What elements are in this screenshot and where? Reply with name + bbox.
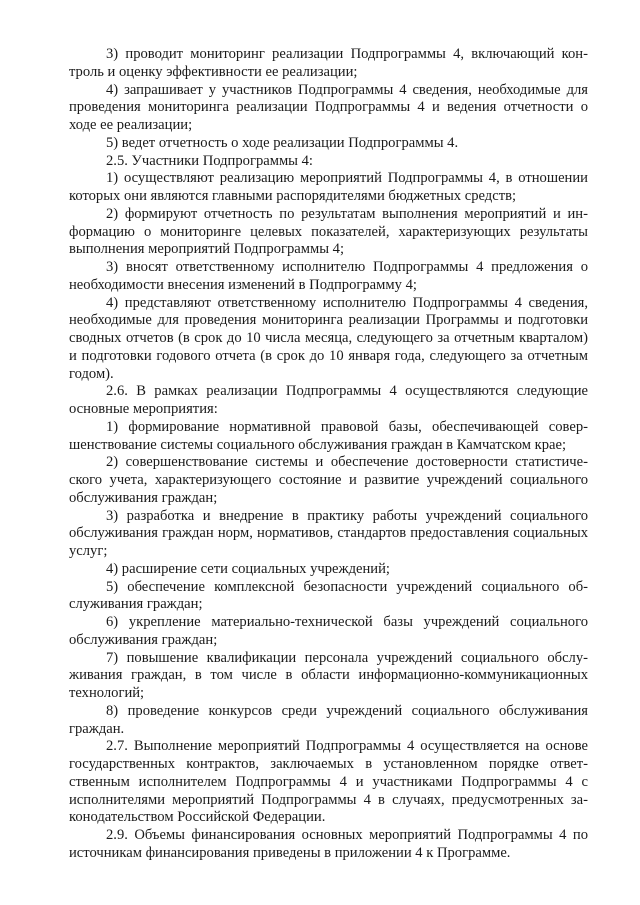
section-2-7: 2.7. Выполнение мероприятий Подпрограммы 4 осуществляется на основе государственных контрактов, заключаемых в установленном порядке ответственным исполнителем Подпрограммы 4 и участниками Подпрограммы 4 с исполнителями мероприятий Подпрограммы 4 в случаях, предусмотренных законодательством Российской Федерации.	[69, 738, 588, 826]
document-body	[69, 46, 588, 863]
paragraph: 7) повышение квалификации персонала учреждений социального обслуживания граждан, в том числе в области информационно-коммуникационных технологий;	[69, 649, 588, 701]
paragraph: 2) совершенствование системы и обеспечение достоверности статистического учета, характеризующего состояние и развитие учреждений социального обслуживания граждан;	[69, 454, 588, 506]
paragraph: 1) осуществляют реализацию мероприятий Подпрограммы 4, в отношении которых они являются главными распорядителями бюджетных средств;	[69, 170, 588, 204]
paragraph: 5) ведет отчетность о ходе реализации Подпрограммы 4.	[106, 134, 459, 151]
section-heading-2-6: 2.6. В рамках реализации Подпрограммы 4 осуществляются следующие основные мероприятия:	[69, 383, 588, 417]
paragraph: 3) разработка и внедрение в практику работы учреждений социального обслуживания граждан норм, нормативов, стандартов предоставления социальных услуг;	[69, 507, 588, 559]
paragraph: 2) формируют отчетность по результатам выполнения мероприятий и информацию о мониторинге целевых показателей, характеризующих результаты выполнения мероприятий Подпрограммы 4;	[69, 205, 588, 258]
paragraph: 4) представляют ответственному исполнителю Подпрограммы 4 сведения, необходимые для проведения мониторинга реализации Программы и подготовки сводных отчетов (в срок до 10 числа месяца, следующего за отчетным кварталом) и подготовки годового отчета (в срок до 10 января года, следующего за отчетным годом).	[69, 294, 588, 382]
paragraph: 1) формирование нормативной правовой базы, обеспечивающей совершенствование системы социального обслуживания граждан в Камчатском крае;	[69, 418, 588, 453]
paragraph: 5) обеспечение комплексной безопасности учреждений социального обслуживания граждан;	[69, 578, 588, 613]
section-heading-2-5: 2.5. Участники Подпрограммы 4:	[106, 152, 313, 169]
paragraph: 4) расширение сети социальных учреждений;	[106, 560, 390, 577]
paragraph: 3) проводит мониторинг реализации Подпрограммы 4, включающий контроль и оценку эффективности ее реализации;	[69, 46, 588, 80]
paragraph: 3) вносят ответственному исполнителю Подпрограммы 4 предложения о необходимости внесения изменений в Подпрограмму 4;	[69, 259, 588, 293]
paragraph: 6) укрепление материально-технической базы учреждений социального обслуживания граждан;	[69, 614, 588, 648]
section-2-9: 2.9. Объемы финансирования основных мероприятий Подпрограммы 4 по источникам финансирования приведены в приложении 4 к Программе.	[69, 827, 588, 861]
paragraph: 8) проведение конкурсов среди учреждений социального обслуживания граждан.	[69, 702, 588, 737]
paragraph: 4) запрашивает у участников Подпрограммы 4 сведения, необходимые для проведения мониторинга реализации Подпрограммы 4 и ведения отчетности о ходе ее реализации;	[69, 81, 588, 133]
